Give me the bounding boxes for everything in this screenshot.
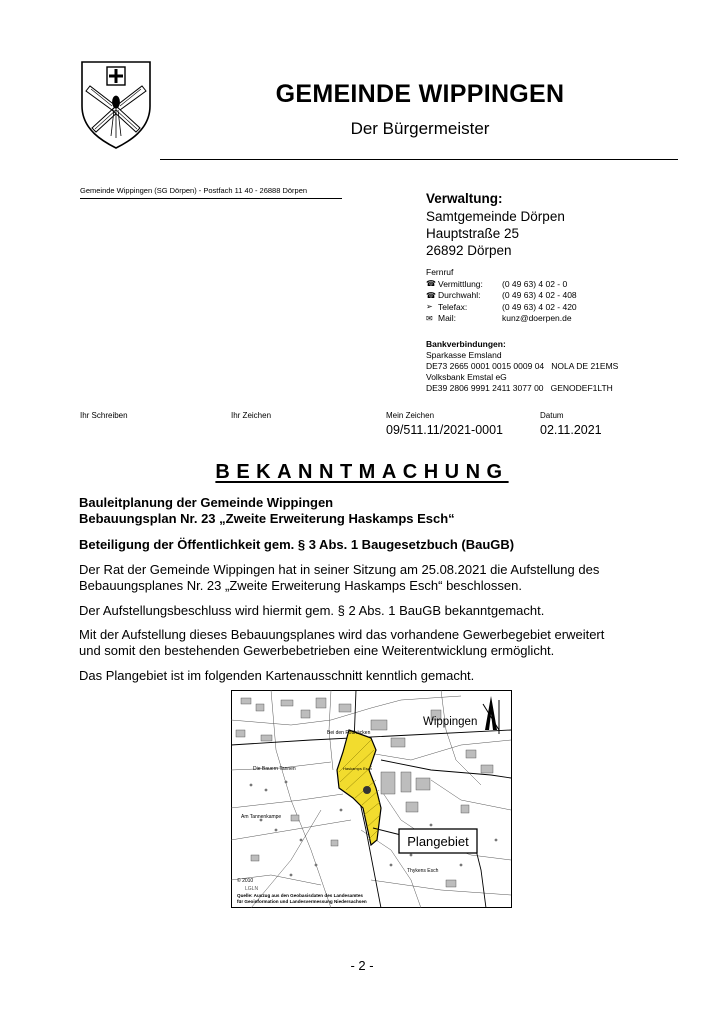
contact-row-label: Durchwahl:: [438, 290, 481, 301]
subject-line: Bebauungsplan Nr. 23 „Zweite Erweiterung Haskamps Esch“: [79, 511, 455, 526]
mail-icon: ✉: [426, 313, 433, 323]
plangebiet-label: Plangebiet: [407, 834, 469, 849]
fax-icon: ➢: [426, 302, 433, 312]
map-copyright: © 2010: [237, 878, 254, 884]
bank-line: Sparkasse Emsland: [426, 350, 502, 360]
body-line: und somit den bestehenden Gewerbebetrieben eine Weiterentwicklung ermöglicht.: [79, 643, 555, 658]
contact-row: [426, 278, 577, 290]
administration-line: Hauptstraße 25: [426, 226, 520, 241]
administration-line: 26892 Dörpen: [426, 243, 512, 258]
return-address: Gemeinde Wippingen (SG Dörpen) - Postfach 11 40 - 26888 Dörpen: [80, 186, 308, 195]
contact-row: [426, 290, 577, 302]
contact-row-value: (0 49 63) 4 02 - 420: [502, 301, 577, 312]
return-address-divider: [80, 198, 342, 199]
ihr-schreiben-label: Ihr Schreiben: [80, 411, 128, 420]
announcement-text: BEKANNTMACHUNG: [215, 461, 509, 483]
bank-block: [426, 339, 618, 394]
bank-line: DE73 2665 0001 0015 0009 04 NOLA DE 21EMS: [426, 361, 619, 371]
map-street-label: Haskamps Esch: [343, 766, 372, 771]
ihr-zeichen-label: Ihr Zeichen: [231, 411, 272, 420]
map-street-label: Thykens Esch: [407, 868, 439, 874]
mein-zeichen-value: 09/511.11/2021-0001: [386, 423, 504, 437]
datum-label: Datum: [540, 411, 564, 420]
telephone-icon: ☎: [426, 279, 436, 289]
mein-zeichen-label: Mein Zeichen: [386, 411, 435, 420]
bank-line: Volksbank Emstal eG: [426, 372, 507, 382]
map-street-label: Bei den Potthäcken: [327, 730, 371, 736]
coat-of-arms-icon: [78, 58, 154, 150]
contact-row-label: Vermittlung:: [438, 278, 483, 289]
contact-row-value: (0 49 63) 4 02 - 0: [502, 278, 568, 289]
datum-value: 02.11.2021: [540, 423, 602, 437]
administration-line: Samtgemeinde Dörpen: [426, 209, 565, 224]
page-title: GEMEINDE WIPPINGEN: [275, 80, 565, 108]
email-link[interactable]: kunz@doerpen.de: [502, 313, 572, 324]
contact-row-label: Telefax:: [438, 301, 468, 312]
subject-line: Beteiligung der Öffentlichkeit gem. § 3 Abs. 1 Baugesetzbuch (BauGB): [79, 537, 515, 552]
contact-row-value: (0 49 63) 4 02 - 408: [502, 290, 577, 301]
contact-label: Fernruf: [426, 267, 454, 277]
body-line: Bebauungsplanes Nr. 23 „Zweite Erweiterung Haskamps Esch“ beschlossen.: [79, 578, 522, 593]
subject-line: Bauleitplanung der Gemeinde Wippingen: [79, 495, 334, 510]
telephone-icon: ☎: [426, 290, 436, 300]
administration-block: [426, 190, 565, 259]
map-street-label: Am Tannenkampe: [241, 814, 282, 820]
page-number: - 2 -: [350, 958, 374, 973]
map-source-line: für Geoinformation und Landesvermessung Niedersachsen: [237, 899, 367, 904]
body-line: Der Aufstellungsbeschluss wird hiermit gem. § 2 Abs. 1 BauGB bekanntgemacht.: [79, 603, 545, 618]
contact-block: [426, 266, 577, 324]
body-line: Der Rat der Gemeinde Wippingen hat in seiner Sitzung am 25.08.2021 die Aufstellung des: [79, 562, 600, 577]
body-line: Mit der Aufstellung dieses Bebauungsplanes wird das vorhandene Gewerbegebiet erweitert: [79, 627, 605, 642]
contact-row-label: Mail:: [438, 313, 456, 324]
bank-line: DE39 2806 9991 2411 3077 00 GENODEF1LTH: [426, 383, 613, 393]
map-town-label: Wippingen: [423, 716, 478, 728]
page-subtitle: Der Bürgermeister: [350, 119, 490, 138]
administration-label: Verwaltung:: [426, 191, 503, 206]
map-excerpt: [231, 690, 512, 908]
header-divider: [160, 159, 678, 160]
contact-row: [426, 301, 577, 313]
contact-row: [426, 313, 577, 325]
announcement-heading: [0, 461, 724, 484]
map-lgln-logo: LGLN: [245, 886, 259, 892]
bank-label: Bankverbindungen:: [426, 339, 506, 349]
map-street-label: Die Bauern Tannen: [253, 766, 296, 772]
body-line: Das Plangebiet ist im folgenden Kartenausschnitt kenntlich gemacht.: [79, 668, 475, 683]
map-source-line: Quelle: Auszug aus den Geobasisdaten des Landesamtes: [237, 893, 363, 898]
